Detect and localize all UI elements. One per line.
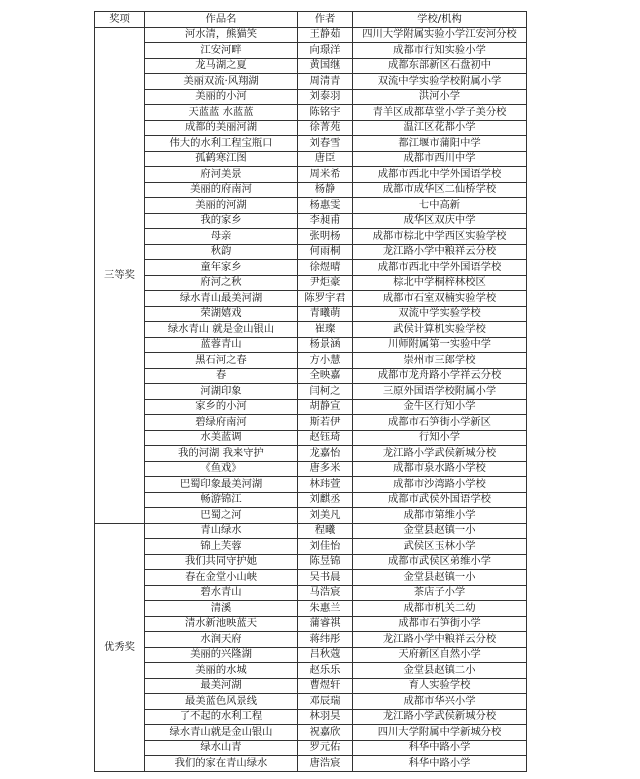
work-name-cell: 美丽的水城 — [145, 663, 298, 679]
work-name-cell: 绿水青山最美河湖 — [145, 291, 298, 307]
author-cell: 龙嘉怡 — [298, 446, 353, 462]
school-cell: 棕北中学桐梓林校区 — [353, 275, 527, 291]
author-cell: 闫柯之 — [298, 384, 353, 400]
table-row — [95, 492, 527, 508]
table-row — [95, 368, 527, 384]
school-cell: 行知小学 — [353, 430, 527, 446]
work-name-cell: 锦上芙蓉 — [145, 539, 298, 555]
table-row — [95, 461, 527, 477]
school-cell: 成都市石室双楠实验学校 — [353, 291, 527, 307]
table-row — [95, 151, 527, 167]
author-cell: 黄国继 — [298, 58, 353, 74]
author-cell: 崔璨 — [298, 322, 353, 338]
table-row — [95, 477, 527, 493]
table-row — [95, 508, 527, 524]
author-cell: 罗元佑 — [298, 740, 353, 756]
table-row — [95, 291, 527, 307]
school-cell: 成都东部新区石盘初中 — [353, 58, 527, 74]
work-name-cell: 伟大的水利工程宝瓶口 — [145, 136, 298, 152]
school-cell: 成华区双庆中学 — [353, 213, 527, 229]
header-author: 作者 — [298, 12, 353, 28]
work-name-cell: 绿水青山就是金山银山 — [145, 725, 298, 741]
work-name-cell: 水美蓝调 — [145, 430, 298, 446]
school-cell: 武侯区玉林小学 — [353, 539, 527, 555]
header-work: 作品名 — [145, 12, 298, 28]
school-cell: 茶店子小学 — [353, 585, 527, 601]
author-cell: 何雨桐 — [298, 244, 353, 260]
school-cell: 四川大学附属实验小学江安河分校 — [353, 27, 527, 43]
work-name-cell: 巴蜀之河 — [145, 508, 298, 524]
school-cell: 双流中学实验学校 — [353, 306, 527, 322]
work-name-cell: 美丽的河湖 — [145, 198, 298, 214]
author-cell: 周米希 — [298, 167, 353, 183]
author-cell: 祝嘉欣 — [298, 725, 353, 741]
work-name-cell: 美丽的小河 — [145, 89, 298, 105]
table-row — [95, 198, 527, 214]
school-cell: 成都市沙湾路小学校 — [353, 477, 527, 493]
work-name-cell: 美丽双流·风翔湖 — [145, 74, 298, 90]
school-cell: 四川大学附属中学新城分校 — [353, 725, 527, 741]
school-cell: 龙江路小学中粮祥云分校 — [353, 244, 527, 260]
work-name-cell: 春 — [145, 368, 298, 384]
school-cell: 成都市华兴小学 — [353, 694, 527, 710]
author-cell: 林玮萱 — [298, 477, 353, 493]
work-name-cell: 河湖印象 — [145, 384, 298, 400]
award-table — [94, 11, 527, 772]
table-row — [95, 601, 527, 617]
table-row — [95, 74, 527, 90]
header-award: 奖项 — [95, 12, 145, 28]
table-row — [95, 43, 527, 59]
author-cell: 赵钰琦 — [298, 430, 353, 446]
author-cell: 刘佳怡 — [298, 539, 353, 555]
school-cell: 三原外国语学校附属小学 — [353, 384, 527, 400]
header-school: 学校/机构 — [353, 12, 527, 28]
table-row — [95, 446, 527, 462]
table-row — [95, 182, 527, 198]
work-name-cell: 《鱼戏》 — [145, 461, 298, 477]
table-row — [95, 632, 527, 648]
author-cell: 杨静 — [298, 182, 353, 198]
table-row — [95, 213, 527, 229]
school-cell: 青羊区成都草堂小学子美分校 — [353, 105, 527, 121]
author-cell: 向璟洋 — [298, 43, 353, 59]
table-row — [95, 694, 527, 710]
school-cell: 成都市成华区二仙桥学校 — [353, 182, 527, 198]
table-row — [95, 539, 527, 555]
school-cell: 武侯计算机实验学校 — [353, 322, 527, 338]
work-name-cell: 美丽的府南河 — [145, 182, 298, 198]
school-cell: 温江区花都小学 — [353, 120, 527, 136]
work-name-cell: 绿水山青 — [145, 740, 298, 756]
work-name-cell: 青山绿水 — [145, 523, 298, 539]
author-cell: 马浩宸 — [298, 585, 353, 601]
table-row — [95, 306, 527, 322]
work-name-cell: 府河美景 — [145, 167, 298, 183]
school-cell: 崇州市三郎学校 — [353, 353, 527, 369]
work-name-cell: 水润天府 — [145, 632, 298, 648]
author-cell: 杨景涵 — [298, 337, 353, 353]
table-row — [95, 167, 527, 183]
work-name-cell: 碧绿府南河 — [145, 415, 298, 431]
school-cell: 金堂县赵镇二小 — [353, 663, 527, 679]
table-row — [95, 616, 527, 632]
author-cell: 李昶甫 — [298, 213, 353, 229]
work-name-cell: 母亲 — [145, 229, 298, 245]
author-cell: 杨惠雯 — [298, 198, 353, 214]
table-row — [95, 725, 527, 741]
author-cell: 赵乐乐 — [298, 663, 353, 679]
author-cell: 陈昱锦 — [298, 554, 353, 570]
work-name-cell: 江安河畔 — [145, 43, 298, 59]
table-row — [95, 399, 527, 415]
table-row — [95, 523, 527, 539]
school-cell: 成都市龙舟路小学祥云分校 — [353, 368, 527, 384]
work-name-cell: 美丽的兴隆湖 — [145, 647, 298, 663]
award-level-cell: 三等奖 — [95, 27, 145, 523]
table-row — [95, 415, 527, 431]
school-cell: 成都市武侯区弟维小学 — [353, 554, 527, 570]
work-name-cell: 清溪 — [145, 601, 298, 617]
table-row — [95, 570, 527, 586]
table-row — [95, 120, 527, 136]
school-cell: 科华中路小学 — [353, 740, 527, 756]
table-row — [95, 353, 527, 369]
school-cell: 金堂县赵镇一小 — [353, 570, 527, 586]
author-cell: 陈罗宇君 — [298, 291, 353, 307]
table-row — [95, 430, 527, 446]
school-cell: 龙江路小学中粮祥云分校 — [353, 632, 527, 648]
author-cell: 刘麒丞 — [298, 492, 353, 508]
school-cell: 育人实验学校 — [353, 678, 527, 694]
author-cell: 张明杨 — [298, 229, 353, 245]
work-name-cell: 绿水青山 就是金山银山 — [145, 322, 298, 338]
author-cell: 林羽昊 — [298, 709, 353, 725]
work-name-cell: 最美河湖 — [145, 678, 298, 694]
work-name-cell: 天蓝蓝 水蓝蓝 — [145, 105, 298, 121]
table-row — [95, 322, 527, 338]
author-cell: 曹煜轩 — [298, 678, 353, 694]
author-cell: 方小慧 — [298, 353, 353, 369]
school-cell: 成都市武侯外国语学校 — [353, 492, 527, 508]
school-cell: 洪河小学 — [353, 89, 527, 105]
author-cell: 尹炬豪 — [298, 275, 353, 291]
award-level-cell: 优秀奖 — [95, 523, 145, 771]
work-name-cell: 我的河湖 我来守护 — [145, 446, 298, 462]
school-cell: 成都市西川中学 — [353, 151, 527, 167]
school-cell: 成都市第维小学 — [353, 508, 527, 524]
work-name-cell: 了不起的水利工程 — [145, 709, 298, 725]
author-cell: 刘泰羽 — [298, 89, 353, 105]
author-cell: 刘美凡 — [298, 508, 353, 524]
table-row — [95, 709, 527, 725]
author-cell: 程曦 — [298, 523, 353, 539]
school-cell: 七中高新 — [353, 198, 527, 214]
table-row — [95, 756, 527, 772]
work-name-cell: 春在金堂小山峡 — [145, 570, 298, 586]
school-cell: 科华中路小学 — [353, 756, 527, 772]
author-cell: 全映嘉 — [298, 368, 353, 384]
table-row — [95, 229, 527, 245]
work-name-cell: 成都的美丽河湖 — [145, 120, 298, 136]
table-row — [95, 260, 527, 276]
school-cell: 成都市行知实验小学 — [353, 43, 527, 59]
school-cell: 都江堰市蒲阳中学 — [353, 136, 527, 152]
author-cell: 王静茹 — [298, 27, 353, 43]
author-cell: 周清青 — [298, 74, 353, 90]
author-cell: 邓辰瑞 — [298, 694, 353, 710]
work-name-cell: 蓝蓉青山 — [145, 337, 298, 353]
table-row — [95, 384, 527, 400]
table-row — [95, 337, 527, 353]
work-name-cell: 荣湖嬉戏 — [145, 306, 298, 322]
header-row — [95, 12, 527, 28]
table-row — [95, 663, 527, 679]
work-name-cell: 河水清，熊猫笑 — [145, 27, 298, 43]
school-cell: 天府新区自然小学 — [353, 647, 527, 663]
school-cell: 龙江路小学武侯新城分校 — [353, 709, 527, 725]
work-name-cell: 黑石河之春 — [145, 353, 298, 369]
table-row — [95, 647, 527, 663]
school-cell: 金牛区行知小学 — [353, 399, 527, 415]
school-cell: 成都市石笋街小学新区 — [353, 415, 527, 431]
author-cell: 徐煜晴 — [298, 260, 353, 276]
school-cell: 成都市机关二幼 — [353, 601, 527, 617]
table-row — [95, 244, 527, 260]
school-cell: 双流中学实验学校附属小学 — [353, 74, 527, 90]
work-name-cell: 畅游锦江 — [145, 492, 298, 508]
work-name-cell: 龙马湖之夏 — [145, 58, 298, 74]
school-cell: 成都市棕北中学西区实验学校 — [353, 229, 527, 245]
work-name-cell: 孤鹤寒江图 — [145, 151, 298, 167]
table-row — [95, 585, 527, 601]
school-cell: 川师附属第一实验中学 — [353, 337, 527, 353]
work-name-cell: 府河之秋 — [145, 275, 298, 291]
author-cell: 唐多米 — [298, 461, 353, 477]
author-cell: 吴书晨 — [298, 570, 353, 586]
table-row — [95, 136, 527, 152]
school-cell: 龙江路小学武侯新城分校 — [353, 446, 527, 462]
table-row — [95, 58, 527, 74]
table-row — [95, 554, 527, 570]
author-cell: 徐菁苑 — [298, 120, 353, 136]
table-row — [95, 105, 527, 121]
work-name-cell: 秋韵 — [145, 244, 298, 260]
work-name-cell: 碧水青山 — [145, 585, 298, 601]
table-row — [95, 678, 527, 694]
work-name-cell: 清水新池映蓝天 — [145, 616, 298, 632]
work-name-cell: 童年家乡 — [145, 260, 298, 276]
table-row — [95, 740, 527, 756]
author-cell: 朱惠兰 — [298, 601, 353, 617]
author-cell: 刘春雪 — [298, 136, 353, 152]
school-cell: 成都市西北中学外国语学校 — [353, 260, 527, 276]
author-cell: 陈铭宇 — [298, 105, 353, 121]
work-name-cell: 巴蜀印象最美河湖 — [145, 477, 298, 493]
author-cell: 胡静宣 — [298, 399, 353, 415]
table-row — [95, 27, 527, 43]
table-body — [95, 27, 527, 771]
work-name-cell: 我们的家在青山绿水 — [145, 756, 298, 772]
author-cell: 青曦萌 — [298, 306, 353, 322]
author-cell: 蒲睿祺 — [298, 616, 353, 632]
table-row — [95, 89, 527, 105]
author-cell: 唐浩宸 — [298, 756, 353, 772]
author-cell: 蒋纬彤 — [298, 632, 353, 648]
school-cell: 成都市泉水路小学校 — [353, 461, 527, 477]
work-name-cell: 我们共同守护她 — [145, 554, 298, 570]
school-cell: 成都市石笋街小学 — [353, 616, 527, 632]
work-name-cell: 我的家乡 — [145, 213, 298, 229]
school-cell: 成都市西北中学外国语学校 — [353, 167, 527, 183]
author-cell: 斯若伊 — [298, 415, 353, 431]
table-row — [95, 275, 527, 291]
school-cell: 金堂县赵镇一小 — [353, 523, 527, 539]
author-cell: 唐臣 — [298, 151, 353, 167]
author-cell: 吕秋蔻 — [298, 647, 353, 663]
work-name-cell: 最美蓝色风景线 — [145, 694, 298, 710]
work-name-cell: 家乡的小河 — [145, 399, 298, 415]
